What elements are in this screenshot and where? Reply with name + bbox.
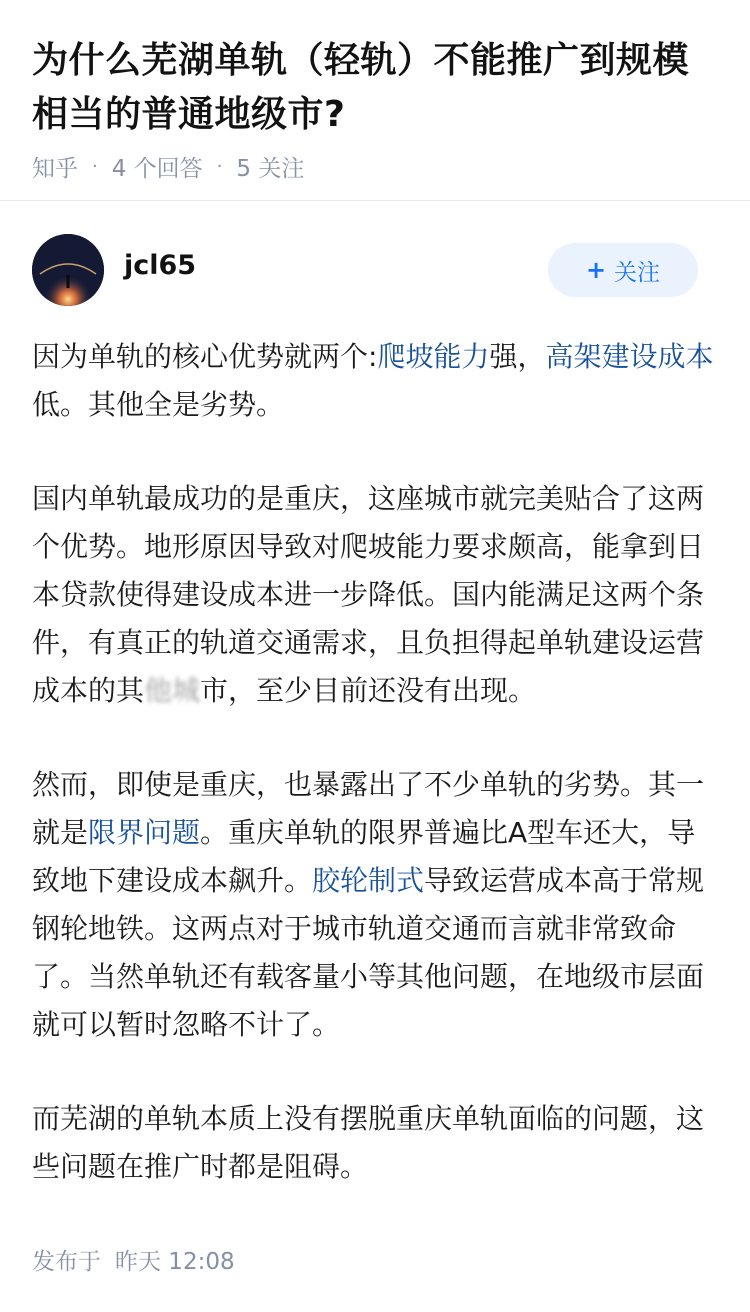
question-meta xyxy=(32,150,718,183)
answer-text: 而芜湖的单轨本质上没有摆脱重庆单轨面临的问题，这些问题在推广时都是阻碍。 xyxy=(32,1102,705,1183)
answer-text: 国内单轨最成功的是重庆，这座城市就完美贴合了这两个优势。地形原因导致对爬坡能力要求颇高，能拿到日本贷款使得建设成本进一步降低。国内能满足这两个条件，有真正的轨道交通需求，且负担得起单轨建设运营成本的其 xyxy=(32,482,705,707)
answer-paragraph xyxy=(32,1095,718,1191)
separator-dot: · xyxy=(92,156,98,177)
answer-paragraph xyxy=(32,475,718,715)
source-label[interactable]: 知乎 xyxy=(32,156,78,182)
answer-body xyxy=(0,333,750,1191)
question-header xyxy=(0,0,750,200)
published-label: 发布于 xyxy=(32,1249,101,1275)
keyword-link-elevated-cost[interactable]: 高架建设成本 xyxy=(545,340,714,373)
author-row xyxy=(0,201,750,333)
blurred-text: 他城 xyxy=(144,674,201,707)
answer-text: 市，至少目前还没有出现。 xyxy=(200,674,537,707)
follow-button-label: 关注 xyxy=(614,259,661,286)
answer-paragraph xyxy=(32,761,718,1049)
keyword-link-climbing[interactable]: 爬坡能力 xyxy=(377,340,490,373)
keyword-link-rubber-tire[interactable]: 胶轮制式 xyxy=(312,864,425,897)
followers-count[interactable]: 5 关注 xyxy=(236,156,305,182)
avatar-image xyxy=(32,234,104,306)
answer-text: 强， xyxy=(489,340,546,373)
published-time: 昨天 12:08 xyxy=(115,1249,235,1275)
plus-icon: + xyxy=(585,256,607,284)
answer-text: 导致运营成本高于常规钢轮地铁。这两点对于城市轨道交通而言就非常致命了。当然单轨还有载客量小等其他问题，在地级市层面就可以暂时忽略不计了。 xyxy=(32,864,705,1041)
answer-paragraph xyxy=(32,333,718,429)
answers-count[interactable]: 4 个回答 xyxy=(111,156,203,182)
avatar[interactable] xyxy=(32,234,104,306)
publish-info xyxy=(32,1243,235,1276)
answer-text: 因为单轨的核心优势就两个: xyxy=(32,340,378,373)
answer-text: 低。其他全是劣势。 xyxy=(32,388,285,421)
keyword-link-clearance[interactable]: 限界问题 xyxy=(88,816,201,849)
follow-button[interactable] xyxy=(548,243,698,297)
answer-text: 然而，即使是重庆，也暴露出了不少单轨的劣势。其一就是 xyxy=(32,768,705,849)
separator-dot: · xyxy=(216,156,223,177)
author-name[interactable]: jcl65 xyxy=(124,250,197,281)
answer-text: 。重庆单轨的限界普遍比A型车还大，导致地下建设成本飙升。 xyxy=(32,816,696,897)
question-title[interactable]: 为什么芜湖单轨（轻轨）不能推广到规模相当的普通地级市? xyxy=(32,40,690,135)
